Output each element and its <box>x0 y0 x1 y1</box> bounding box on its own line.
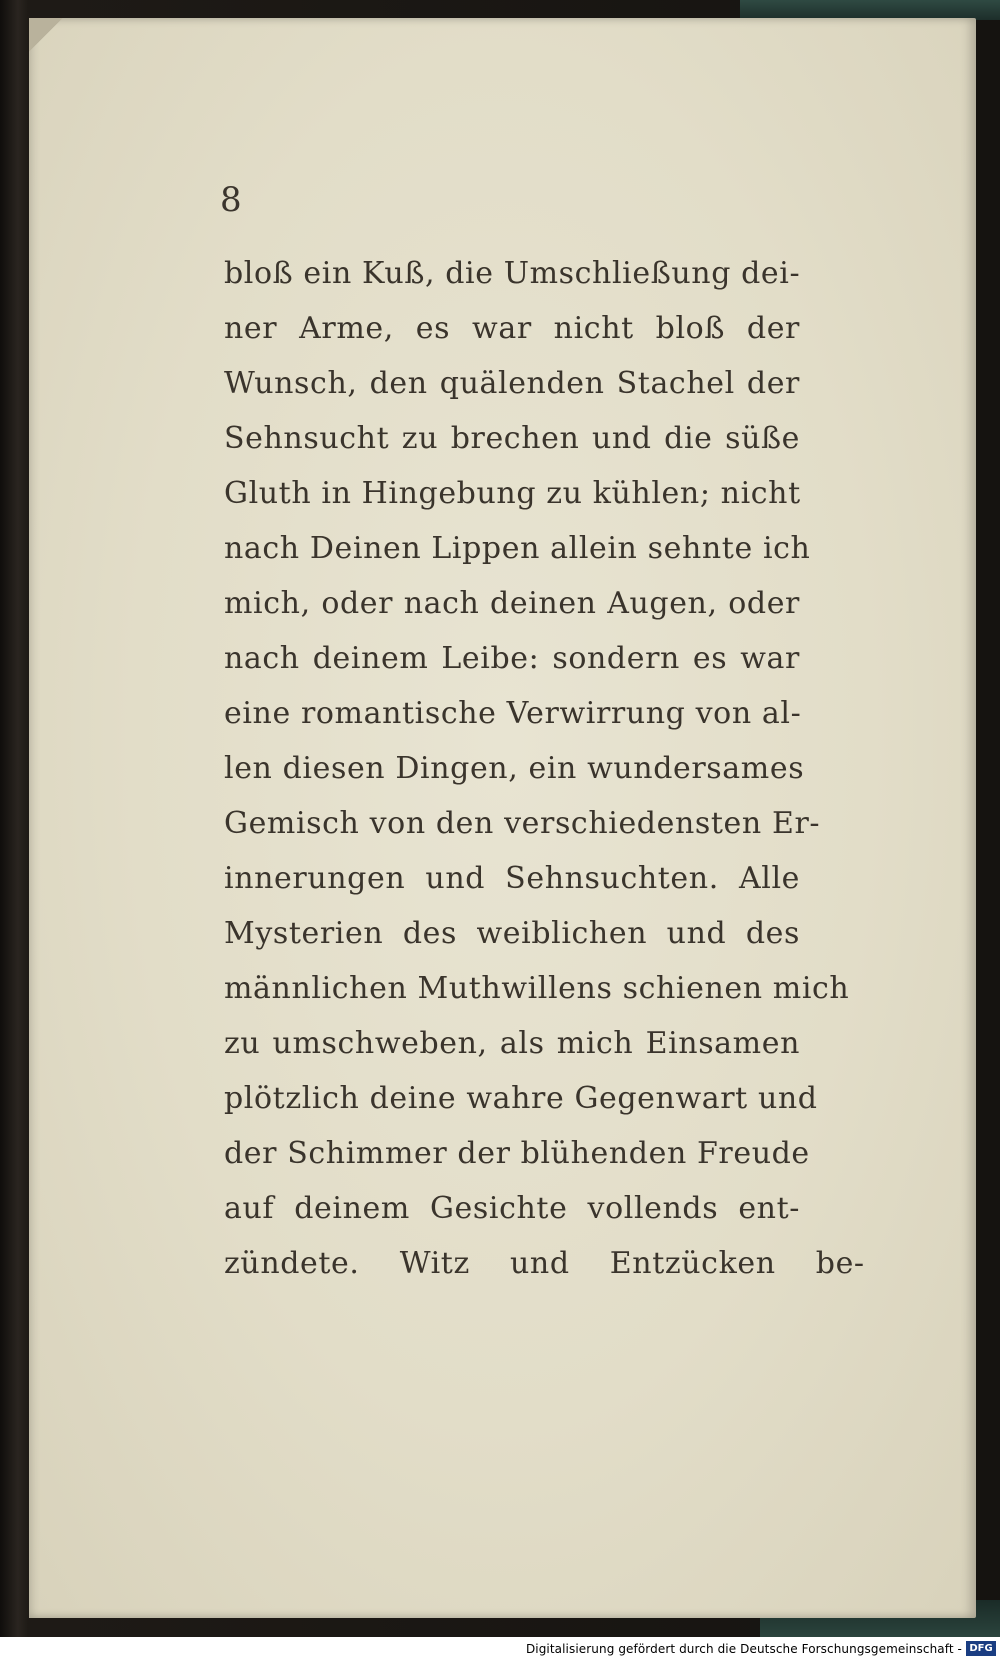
text-line: zu umschweben, als mich Einsamen <box>224 1026 800 1061</box>
digitization-footer <box>0 1637 1000 1659</box>
page-text <box>224 246 865 1291</box>
text-line: der Schimmer der blühenden Freude <box>224 1136 810 1171</box>
text-line: Gemisch von den verschiedensten Er- <box>224 806 821 841</box>
text-line: ner Arme, es war nicht bloß der <box>224 311 800 346</box>
text-line: mich, oder nach deinen Augen, oder <box>224 586 800 621</box>
text-line: innerungen und Sehnsuchten. Alle <box>224 861 800 896</box>
text-line: eine romantische Verwirrung von al- <box>224 696 802 731</box>
text-line: nach deinem Leibe: sondern es war <box>224 641 800 676</box>
text-line: len diesen Dingen, ein wundersames <box>224 751 805 786</box>
text-line: nach Deinen Lippen allein sehnte ich <box>224 531 811 566</box>
dfg-logo: DFG <box>966 1641 996 1656</box>
page-number: 8 <box>220 180 243 220</box>
text-line: Sehnsucht zu brechen und die süße <box>224 421 800 456</box>
text-line: plötzlich deine wahre Gegenwart und <box>224 1081 818 1116</box>
text-line: bloß ein Kuß, die Umschließung dei- <box>224 256 801 291</box>
page-corner-fold <box>29 18 63 52</box>
text-line: auf deinem Gesichte vollends ent- <box>224 1191 800 1226</box>
book-binding-top <box>740 0 1000 20</box>
text-line: männlichen Muthwillens schienen mich <box>224 971 850 1006</box>
text-line: Wunsch, den quälenden Stachel der <box>224 366 800 401</box>
funding-credit: Digitalisierung gefördert durch die Deutsche Forschungsgemeinschaft - <box>525 1642 962 1656</box>
text-line: Mysterien des weiblichen und des <box>224 916 800 951</box>
text-line: zündete. Witz und Entzücken be- <box>224 1246 865 1281</box>
text-line: Gluth in Hingebung zu kühlen; nicht <box>224 476 801 511</box>
